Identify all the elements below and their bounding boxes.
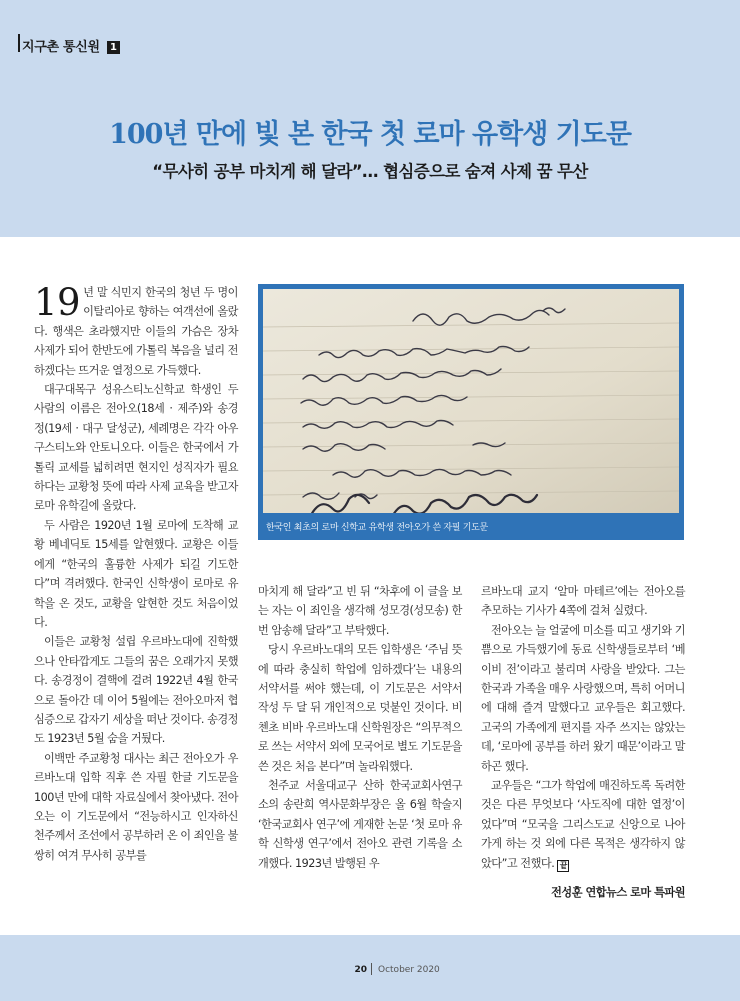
paragraph-8: 전아오는 늘 얼굴에 미소를 띠고 생기와 기쁨으로 가득했기에 동료 신학생들로부터 ‘베이비 전’이라고 불리며 사랑을 받았다. 그는 한국과 가족을 매우 사랑했으며, 특히 어머니에 대해 즐겨 말했다고 교우들은 회고했다. 고국의 가족에게 편지를 자주 쓰지는 않았는데, ‘로마에 공부를 하러 왔기 때문’이라고 말하곤 했다. (481, 623, 685, 773)
paragraph-1 (34, 283, 238, 380)
paragraph-2: 대구대목구 성유스티노신학교 학생인 두 사람의 이름은 전아오(18세 · 제주)와 송경정(19세 · 대구 달성군), 세례명은 각각 아우구스티노와 안토니오다. 이들은 한국에서 가톨릭 교세를 넓히려면 현지인 성직자가 필요하다는 교황청 뜻에 따라 사제 교육을 받고자 로마 유학길에 올랐다. (34, 383, 238, 513)
photo-caption: 한국인 최초의 로마 신학교 유학생 전아오가 쓴 자필 기도문 (266, 523, 488, 533)
article-column-2 (258, 582, 462, 873)
photo-frame (258, 284, 684, 540)
issue-date: October 2020 (378, 965, 440, 975)
byline: 전성훈 연합뉴스 로마 특파원 (551, 886, 685, 899)
page-number: 20 (354, 965, 367, 975)
paragraph-9 (481, 776, 685, 873)
prayer-manuscript-image (263, 289, 679, 513)
article-subtitle: “무사히 공부 마치게 해 달라”… 협심증으로 숨져 사제 꿈 무산 (152, 162, 588, 181)
section-marker-bar (18, 34, 20, 52)
footer-band (0, 935, 740, 1001)
paragraph-5-continued: 마치게 해 달라”고 빈 뒤 “차후에 이 글을 보는 자는 이 죄인을 생각해 성모경(성모송) 한번 암송해 달라”고 부탁했다. (258, 585, 462, 637)
footer-divider (371, 963, 372, 975)
paragraph-6: 당시 우르바노대의 모든 입학생은 ‘주님 뜻에 따라 충실히 학업에 임하겠다’는 내용의 서약서를 써야 했는데, 이 기도문은 서약서 작성 두 달 뒤 개인적으로 덧붙인 것이다. 비첸초 비바 우르바노대 신학원장은 “의무적으로 쓰는 서약서 외에 모국어로 별도 기도문을 쓴 것은 처음 본다”며 놀라워했다. (258, 643, 462, 773)
article-column-3 (481, 582, 685, 873)
paragraph-9-text: 교우들은 “그가 학업에 매진하도록 독려한 것은 다른 무엇보다 ‘사도직에 대한 열정’이었다”며 “모국을 그리스도교 신앙으로 나아가게 하는 것 외에 다른 목적은 생각하지 않았다”고 전했다. (481, 779, 685, 870)
paragraph-7-continued: 르바노대 교지 ‘알마 마테르’에는 전아오를 추모하는 기사가 4쪽에 걸쳐 실렸다. (481, 585, 685, 618)
article-title: 100년 만에 빛 본 한국 첫 로마 유학생 기도문 (109, 119, 631, 150)
section-label-text: 지구촌 통신원 (22, 40, 100, 55)
paragraph-7: 천주교 서울대교구 산하 한국교회사연구소의 송란희 역사문화부장은 올 6월 학술지 ‘한국교회사 연구’에 게재한 논문 ‘첫 로마 유학 신학생 연구’에서 전아오 관련 기록을 소개했다. 1923년 발행된 우 (258, 779, 462, 870)
section-label (22, 36, 120, 55)
article-column-1 (34, 283, 238, 865)
paragraph-5: 이백만 주교황청 대사는 최근 전아오가 우르바노대 입학 직후 쓴 자필 한글 기도문을 100년 만에 대학 자료실에서 찾아냈다. 전아오는 이 기도문에서 “전능하시고 인자하신 천주께서 조선에서 공부하러 온 이 죄인을 불쌍히 여겨 무사히 공부를 (34, 751, 238, 862)
paragraph-3: 두 사람은 1920년 1월 로마에 도착해 교황 베네딕토 15세를 알현했다. 교황은 이들에게 “한국의 훌륭한 사제가 되길 기도한다”며 격려했다. 한국인 신학생이 로마로 유학을 온 것도, 교황을 알현한 것도 처음이었다. (34, 518, 238, 629)
paragraph-4: 이들은 교황청 설립 우르바노대에 진학했으나 안타깝게도 그들의 꿈은 오래가지 못했다. 송경정이 결핵에 걸려 1922년 4월 한국으로 돌아간 데 이어 5월에는 전아오마저 협심증으로 갑자기 세상을 떠난 것이다. 송경정도 1923년 5월 숨을 거뒀다. (34, 635, 238, 746)
paragraph-1-text: 년 말 식민지 한국의 청년 두 명이 이탈리아로 향하는 여객선에 올랐다. 행색은 초라했지만 이들의 가슴은 장차 사제가 되어 한반도에 가톨릭 복음을 널리 전하겠다는 뜨거운 열정으로 가득했다. (34, 286, 238, 377)
dropcap: 19 (34, 281, 81, 324)
end-mark-icon: 끝 (557, 860, 569, 872)
manuscript-illustration (263, 289, 679, 513)
section-number-badge: 1 (107, 41, 120, 54)
